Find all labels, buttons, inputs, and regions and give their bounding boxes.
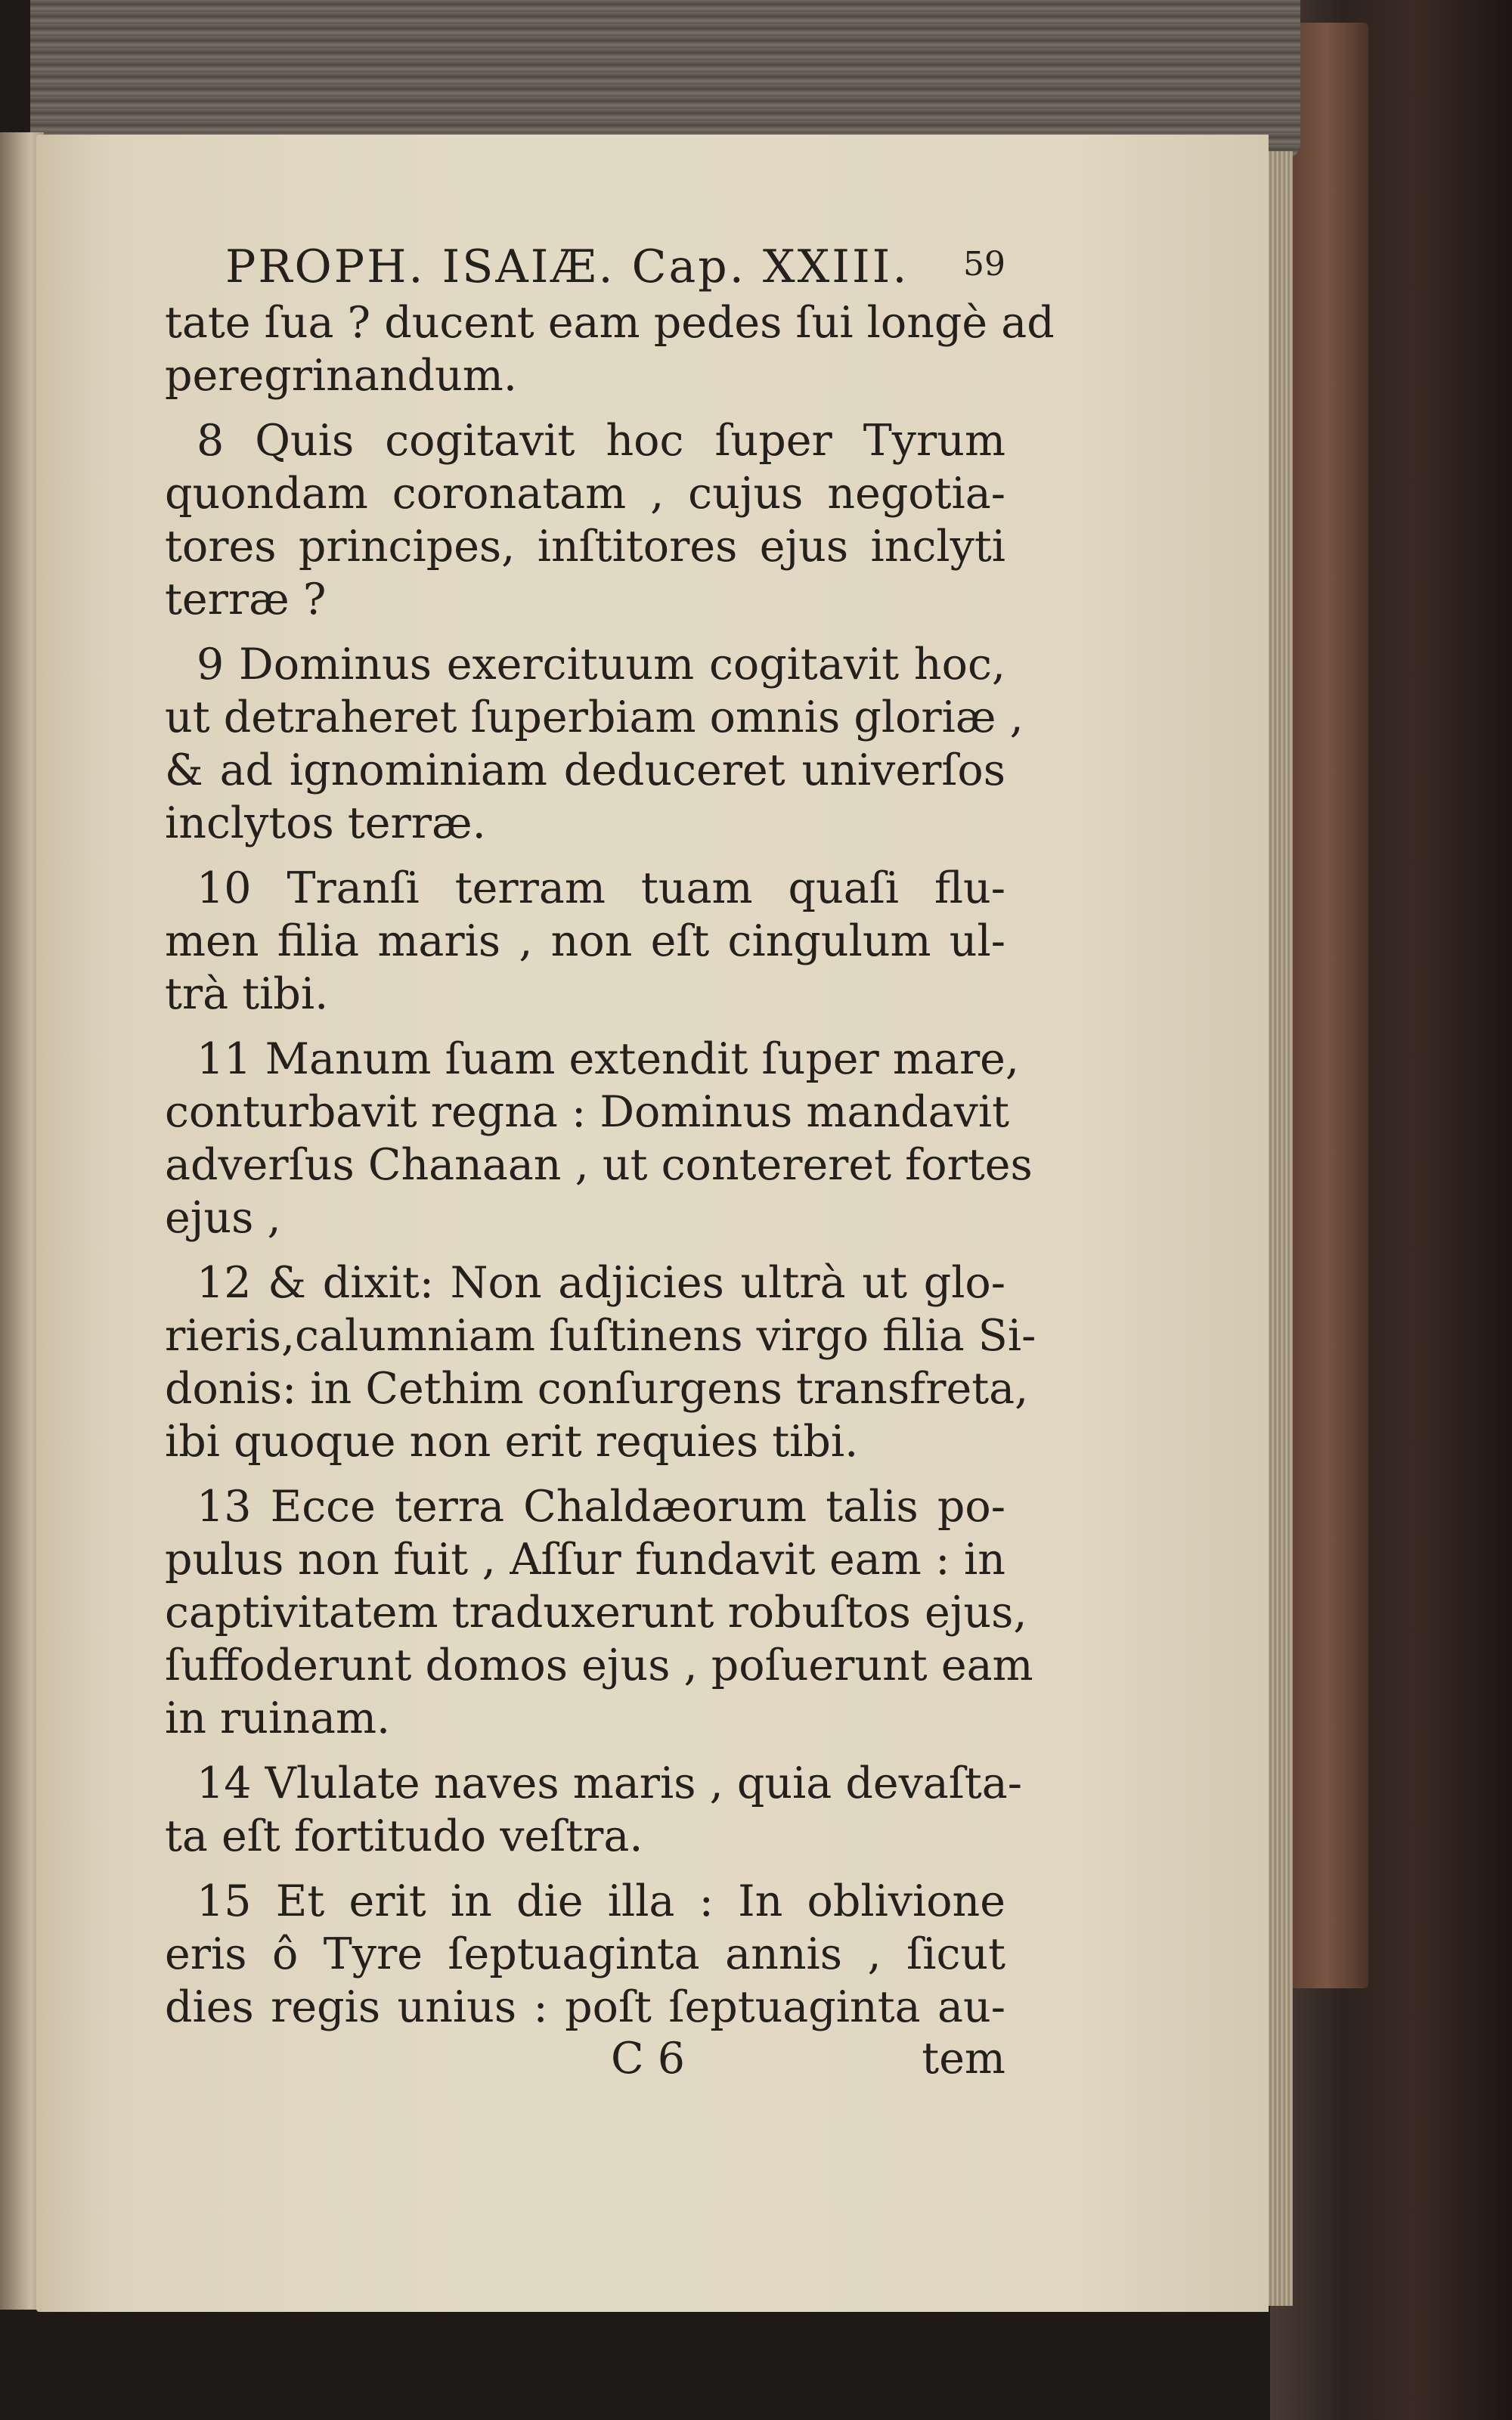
verse-11-line: 11 Manum ſuam extendit ſuper mare, xyxy=(197,1034,1020,1084)
text-line: captivitatem traduxerunt robuſtos ejus, xyxy=(165,1588,1027,1638)
text-line: adverſus Chanaan , ut contereret fortes xyxy=(165,1140,1033,1190)
verse-15-line: 15 Et erit in die illa : In oblivione xyxy=(197,1876,1005,1926)
signature-mark: C 6 xyxy=(611,2034,685,2084)
text-line: quondam coronatam , cujus negotia- xyxy=(165,469,1005,519)
text-line: terræ ? xyxy=(165,575,327,624)
verse-10-line: 10 Tranſi terram tuam quaſi flu- xyxy=(197,863,1005,913)
verse-9-line: 9 Dominus exercituum cogitavit hoc, xyxy=(197,640,1005,689)
text-line: tate ſua ? ducent eam pedes ſui longè ad xyxy=(165,298,1055,348)
text-line: ejus , xyxy=(165,1193,281,1243)
text-line: dies regis unius : poſt ſeptuaginta au- xyxy=(165,1982,1005,2032)
text-line: tores principes, inſtitores ejus inclyti xyxy=(165,522,1005,572)
text-line: conturbavit regna : Dominus mandavit xyxy=(165,1087,1009,1137)
page-number: 59 xyxy=(963,245,1005,284)
verse-12-line: 12 & dixit: Non adjicies ultrà ut glo- xyxy=(197,1258,1005,1308)
verse-14-line: 14 Vlulate naves maris , quia devaſta- xyxy=(197,1758,1023,1808)
running-head: PROPH. ISAIÆ. Cap. XXIII. xyxy=(225,240,909,293)
text-line: in ruinam. xyxy=(165,1693,391,1743)
text-line: trà tibi. xyxy=(165,969,329,1019)
text-line: inclytos terræ. xyxy=(165,798,486,848)
text-line: peregrinandum. xyxy=(165,351,517,401)
text-line: men filia maris , non eſt cingulum ul- xyxy=(165,916,1005,966)
text-line: donis: in Cethim conſurgens transfreta, xyxy=(165,1364,1029,1414)
catchword: tem xyxy=(922,2034,1005,2084)
text-line: rieris,calumniam ſuſtinens virgo filia Si- xyxy=(165,1311,1036,1361)
text-line: eris ô Tyre ſeptuaginta annis , ſicut xyxy=(165,1929,1005,1979)
text-block xyxy=(165,240,1055,2087)
verse-13-line: 13 Ecce terra Chaldæorum talis po- xyxy=(197,1482,1005,1532)
text-line: ut detraheret ſuperbiam omnis gloriæ , xyxy=(165,693,1024,742)
page-header xyxy=(165,240,1005,296)
cover-edge xyxy=(1285,23,1368,1988)
text-line: ſuffoderunt domos ejus , poſuerunt eam xyxy=(165,1641,1033,1690)
text-line: ibi quoque non erit requies tibi. xyxy=(165,1417,859,1467)
page-footer xyxy=(165,2034,1005,2087)
text-line: & ad ignominiam deduceret univerſos xyxy=(165,745,1005,795)
verse-8-line: 8 Quis cogitavit hoc ſuper Tyrum xyxy=(197,416,1005,466)
text-line: pulus non fuit , Aſſur fundavit eam : in xyxy=(165,1535,1005,1585)
text-line: ta eſt fortitudo veſtra. xyxy=(165,1811,643,1861)
